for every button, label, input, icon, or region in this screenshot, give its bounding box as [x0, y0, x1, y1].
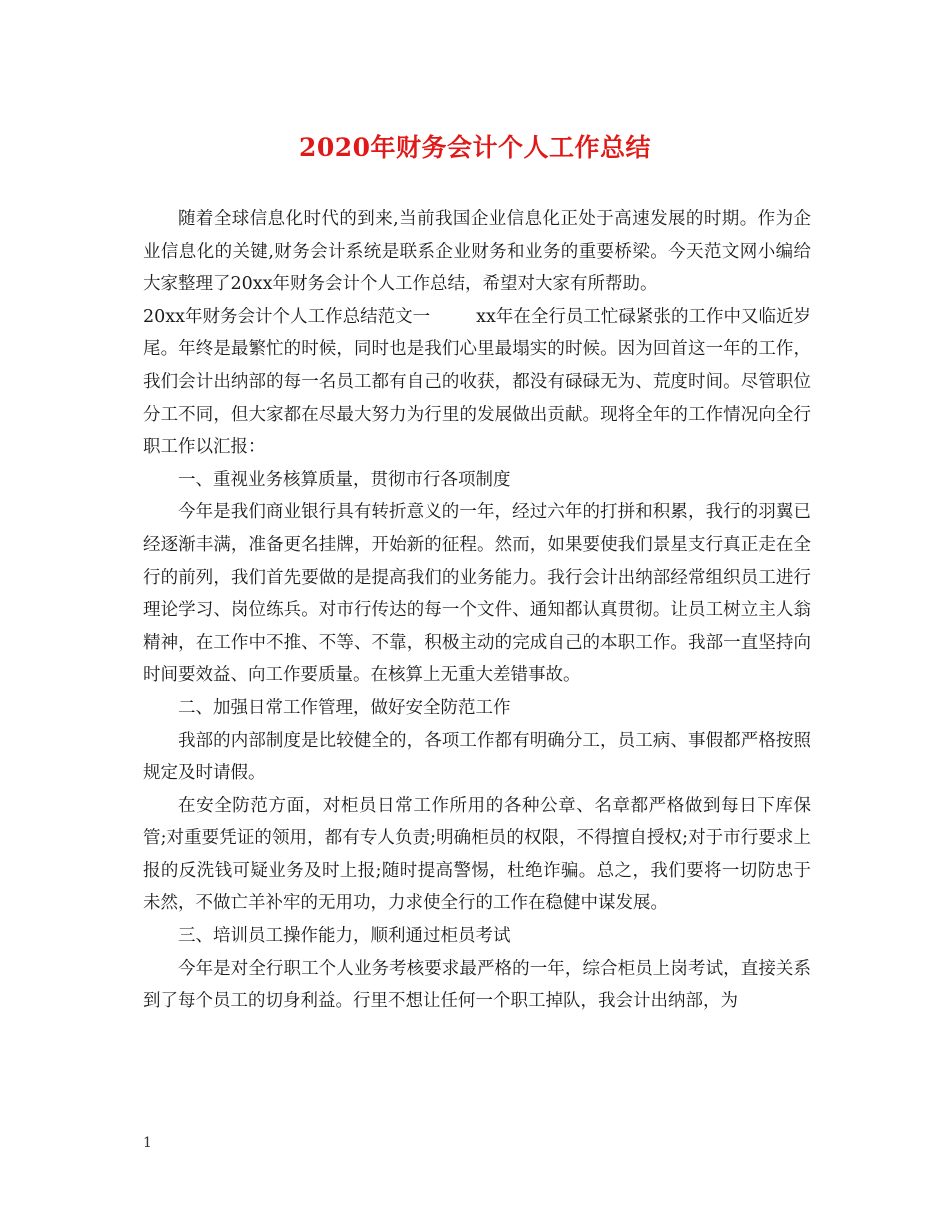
page-number: 1 — [143, 1135, 152, 1151]
section-3-heading: 三、培训员工操作能力，顺利通过柜员考试 — [178, 926, 511, 947]
intro-paragraph: 随着全球信息化时代的到来,当前我国企业信息化正处于高速发展的时期。作为企业信息化的关键,财务会计系统是联系企业财务和业务的重要桥梁。今天范文网小编给大家整理了20xx年财务会计个人工作总结，希望对大家有所帮助。 — [143, 209, 811, 295]
section-1-paragraph: 今年是我们商业银行具有转折意义的一年，经过六年的打拼和积累，我行的羽翼已经逐渐丰满，准备更名挂牌，开始新的征程。然而，如果要使我们景星支行真正走在全行的前列，我们首先要做的是提高我们的业务能力。我行会计出纳部经常组织员工进行理论学习、岗位练兵。对市行传达的每一个文件、通知都认真贯彻。让员工树立主人翁精神，在工作中不推、不等、不靠，积极主动的完成自己的本职工作。我部一直坚持向时间要效益、向工作要质量。在核算上无重大差错事故。 — [143, 502, 811, 686]
sample-paragraph — [143, 301, 811, 464]
section-2-paragraph-2: 在安全防范方面，对柜员日常工作所用的各种公章、名章都严格做到每日下库保管;对重要凭证的领用，都有专人负责;明确柜员的权限，不得擅自授权;对于市行要求上报的反洗钱可疑业务及时上报;随时提高警惕，杜绝诈骗。总之，我们要将一切防忠于未然，不做亡羊补牢的无用功，力求使全行的工作在稳健中谋发展。 — [143, 795, 811, 914]
sample-paragraph-text: xx年在全行员工忙碌紧张的工作中又临近岁尾。年终是最繁忙的时候，同时也是我们心里最塌实的时候。因为回首这一年的工作，我们会计出纳部的每一名员工都有自己的收获，都没有碌碌无为、荒度时间。尽管职位分工不同，但大家都在尽最大努力为行里的发展做出贡献。现将全年的工作情况向全行职工作以汇报： — [143, 306, 811, 458]
section-2-paragraph-1: 我部的内部制度是比较健全的，各项工作都有明确分工，员工病、事假都严格按照规定及时请假。 — [143, 730, 811, 784]
section-1-heading: 一、重视业务核算质量，贯彻市行各项制度 — [178, 469, 511, 490]
section-3-paragraph: 今年是对全行职工个人业务考核要求最严格的一年，综合柜员上岗考试，直接关系到了每个员工的切身利益。行里不想让任何一个职工掉队，我会计出纳部，为 — [143, 958, 811, 1012]
section-2-heading: 二、加强日常工作管理，做好安全防范工作 — [178, 697, 511, 718]
document-body — [143, 203, 811, 1018]
sample-heading: 20xx年财务会计个人工作总结范文一 — [143, 306, 431, 327]
document-title: 2020年财务会计个人工作总结 — [298, 133, 652, 162]
